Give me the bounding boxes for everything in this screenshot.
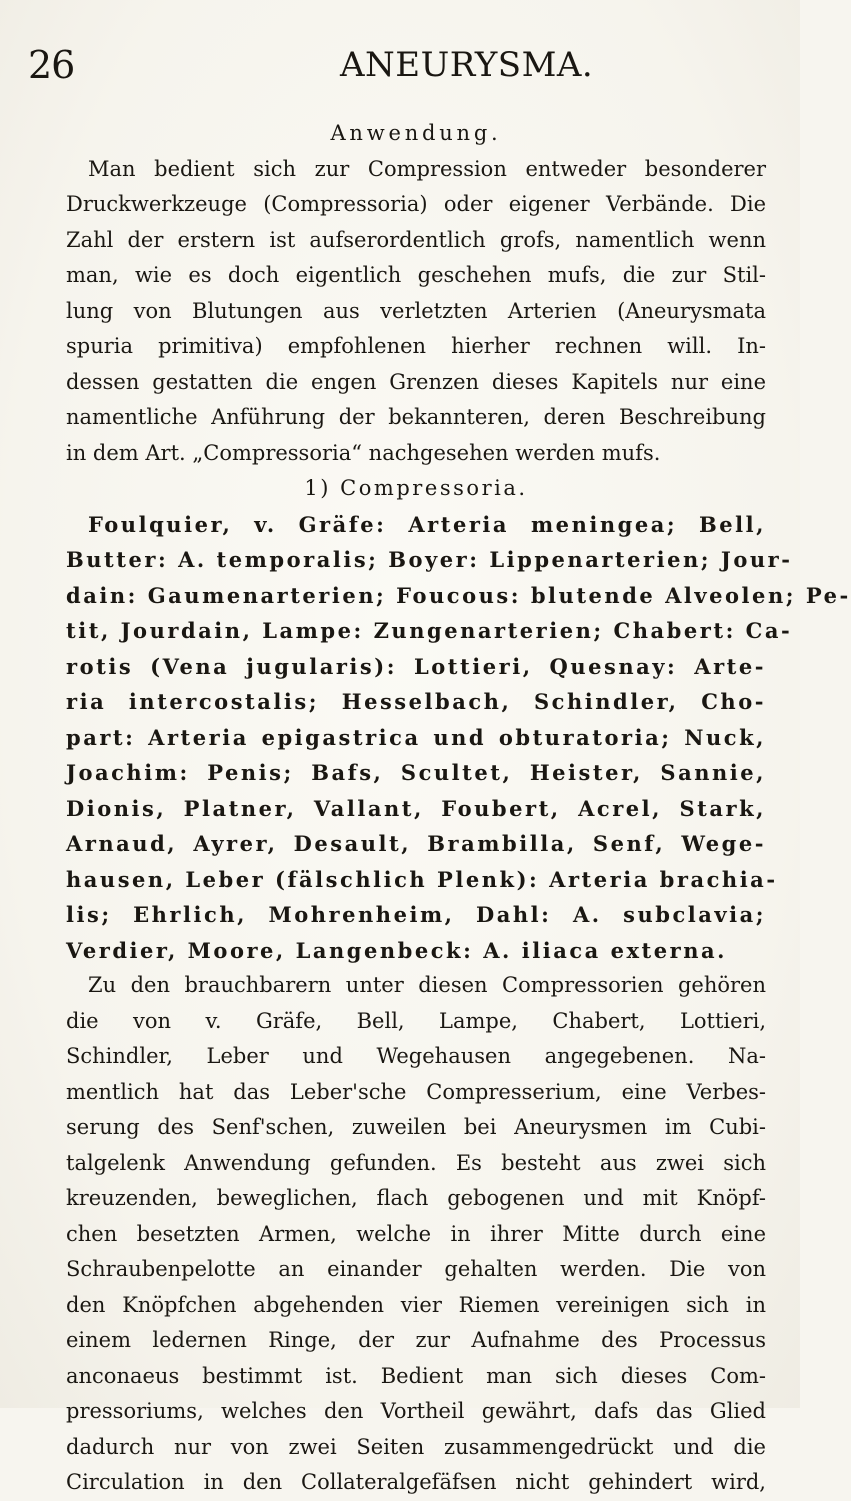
text-line: part: Arteria epigastrica und obturatoria; Nuck, bbox=[66, 724, 766, 750]
text-line: Butter: A. temporalis; Boyer: Lippenarterien; Jour- bbox=[66, 547, 793, 572]
page-number: 26 bbox=[28, 43, 75, 87]
text-line: lung von Blutungen aus verletzten Arterien (Aneurysmata bbox=[66, 298, 766, 323]
text-line: den Knöpfchen abgehenden vier Riemen vereinigen sich in bbox=[66, 1292, 766, 1317]
text-line: Man bedient sich zur Compression entweder besonderer bbox=[88, 156, 766, 181]
running-title: ANEURYSMA. bbox=[340, 45, 594, 85]
text-line: Verdier, Moore, Langenbeck: A. iliaca externa. bbox=[66, 937, 727, 963]
text-line: Joachim: Penis; Bafs, Scultet, Heister, Sannie, bbox=[66, 760, 766, 785]
text-line: Zu den brauchbarern unter diesen Compressorien gehören bbox=[88, 973, 766, 997]
text-line: talgelenk Anwendung gefunden. Es besteht aus zwei sich bbox=[66, 1150, 766, 1175]
text-line: kreuzenden, beweglichen, flach gebogenen und mit Knöpf- bbox=[66, 1186, 766, 1210]
text-line: spuria primitiva) empfohlenen hierher rechnen will. In- bbox=[66, 334, 766, 358]
text-line: rotis (Vena jugularis): Lottieri, Quesnay: Arte- bbox=[66, 653, 766, 679]
text-line: anconaeus bestimmt ist. Bedient man sich dieses Com- bbox=[66, 1363, 766, 1388]
text-line: dessen gestatten die engen Grenzen dieses Kapitels nur eine bbox=[66, 369, 766, 394]
text-line: dain: Gaumenarterien; Foucous: blutende Alveolen; Pe- bbox=[66, 582, 851, 608]
section-heading: Anwendung. bbox=[330, 121, 502, 145]
page-header bbox=[0, 40, 800, 90]
subsection-heading: 1) Compressoria. bbox=[304, 476, 528, 500]
text-line: Dionis, Platner, Vallant, Foubert, Acrel, Stark, bbox=[66, 795, 766, 821]
text-line: serung des Senf'schen, zuweilen bei Aneurysmen im Cubi- bbox=[66, 1115, 766, 1139]
text-line: in dem Art. „Compressoria“ nachgesehen werden mufs. bbox=[66, 440, 661, 465]
text-line: ria intercostalis; Hesselbach, Schindler, Cho- bbox=[66, 689, 766, 714]
text-line: lis; Ehrlich, Mohrenheim, Dahl: A. subclavia; bbox=[66, 902, 766, 927]
text-line: Zahl der erstern ist aufserordentlich grofs, namentlich wenn bbox=[66, 227, 766, 252]
text-line: Druckwerkzeuge (Compressoria) oder eigener Verbände. Die bbox=[66, 192, 766, 216]
body-text bbox=[66, 116, 851, 1501]
text-line: Schindler, Leber und Wegehausen angegebenen. Na- bbox=[66, 1044, 766, 1068]
text-line: man, wie es doch eigentlich geschehen mufs, die zur Stil- bbox=[66, 263, 766, 287]
text-line: tit, Jourdain, Lampe: Zungenarterien; Chabert: Ca- bbox=[66, 618, 793, 643]
text-line: Circulation in den Collateralgefäfsen nicht gehindert wird, bbox=[66, 1470, 766, 1494]
text-line: Foulquier, v. Gräfe: Arteria meningea; Bell, bbox=[88, 511, 766, 537]
text-line: dadurch nur von zwei Seiten zusammengedrückt und die bbox=[66, 1434, 766, 1459]
text-line: einem ledernen Ringe, der zur Aufnahme des Processus bbox=[66, 1328, 766, 1352]
text-line: hausen, Leber (fälschlich Plenk): Arteria brachia- bbox=[66, 866, 778, 892]
text-line: chen besetzten Armen, welche in ihrer Mitte durch eine bbox=[66, 1221, 766, 1246]
text-line: mentlich hat das Leber'sche Compresserium, eine Verbes- bbox=[66, 1079, 766, 1104]
text-line: pressoriums, welches den Vortheil gewährt, dafs das Glied bbox=[66, 1399, 766, 1423]
text-line: die von v. Gräfe, Bell, Lampe, Chabert, Lottieri, bbox=[66, 1008, 766, 1033]
text-line: Schraubenpelotte an einander gehalten werden. Die von bbox=[66, 1257, 766, 1281]
text-line: Arnaud, Ayrer, Desault, Brambilla, Senf, Wege- bbox=[66, 831, 766, 856]
text-line: namentliche Anführung der bekannteren, deren Beschreibung bbox=[66, 405, 766, 429]
